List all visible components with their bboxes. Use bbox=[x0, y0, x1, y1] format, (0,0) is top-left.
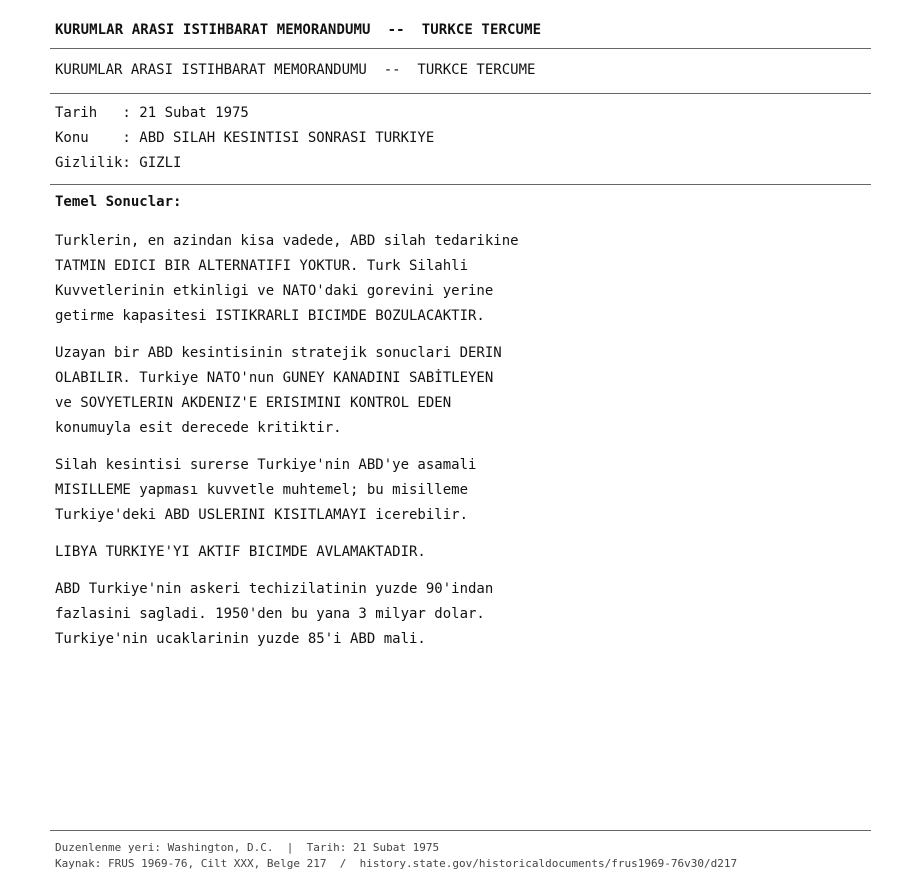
body-paragraph bbox=[55, 229, 615, 329]
paragraph-line: Kuvvetlerinin etkinligi ve NATO'daki gorevini yerine bbox=[55, 283, 494, 299]
paragraph-line: TATMIN EDICI BIR ALTERNATIFI YOKTUR. Turk Silahli bbox=[55, 258, 469, 274]
paragraph-line: OLABILIR. Turkiye NATO'nun GUNEY KANADINI SABİTLEYEN bbox=[55, 370, 494, 386]
paragraph-line: Turklerin, en azindan kisa vadede, ABD silah tedarikine bbox=[55, 233, 519, 249]
footer-source: Kaynak: FRUS 1969-76, Cilt XXX, Belge 217 / history.state.gov/historicaldocuments/frus1969-76v30/d217 bbox=[55, 857, 738, 870]
section-heading: Temel Sonuclar: bbox=[55, 194, 182, 210]
paragraph-line: LIBYA TURKIYE'YI AKTIF BICIMDE AVLAMAKTADIR. bbox=[55, 544, 426, 560]
footer bbox=[55, 840, 737, 872]
document-subtitle: KURUMLAR ARASI ISTIHBARAT MEMORANDUMU -- TURKCE TERCUME bbox=[55, 62, 536, 78]
footer-divider bbox=[50, 830, 871, 831]
subtitle-divider bbox=[50, 93, 871, 94]
paragraph-line: konumuyla esit derecede kritiktir. bbox=[55, 420, 342, 436]
paragraph-line: MISILLEME yapması kuvvetle muhtemel; bu misilleme bbox=[55, 482, 469, 498]
classification-field: Gizlilik: GIZLI bbox=[55, 155, 182, 171]
subject-field: Konu : ABD SILAH KESINTISI SONRASI TURKIYE bbox=[55, 130, 435, 146]
paragraph-line: Turkiye'nin ucaklarinin yuzde 85'i ABD mali. bbox=[55, 631, 426, 647]
title-divider bbox=[50, 48, 871, 49]
body-paragraph bbox=[55, 341, 615, 441]
footer-origin: Duzenlenme yeri: Washington, D.C. | Tarih: 21 Subat 1975 bbox=[55, 841, 440, 854]
paragraph-line: fazlasini sagladi. 1950'den bu yana 3 milyar dolar. bbox=[55, 606, 485, 622]
date-field: Tarih : 21 Subat 1975 bbox=[55, 105, 249, 121]
paragraph-line: Uzayan bir ABD kesintisinin stratejik sonuclari DERIN bbox=[55, 345, 502, 361]
paragraph-line: Silah kesintisi surerse Turkiye'nin ABD'ye asamali bbox=[55, 457, 477, 473]
memo-metadata bbox=[55, 101, 434, 176]
paragraph-line: ABD Turkiye'nin askeri techizilatinin yuzde 90'indan bbox=[55, 581, 494, 597]
document-title: KURUMLAR ARASI ISTIHBARAT MEMORANDUMU -- TURKCE TERCUME bbox=[55, 22, 542, 38]
paragraph-line: Turkiye'deki ABD USLERINI KISITLAMAYI icerebilir. bbox=[55, 507, 469, 523]
memo-page bbox=[50, 0, 871, 882]
paragraph-line: ve SOVYETLERIN AKDENIZ'E ERISIMINI KONTROL EDEN bbox=[55, 395, 452, 411]
metadata-divider bbox=[50, 184, 871, 185]
body-paragraph bbox=[55, 453, 615, 528]
body-paragraph bbox=[55, 540, 615, 565]
paragraph-line: getirme kapasitesi ISTIKRARLI BICIMDE BOZULACAKTIR. bbox=[55, 308, 485, 324]
memo-body bbox=[55, 229, 615, 664]
body-paragraph bbox=[55, 577, 615, 652]
